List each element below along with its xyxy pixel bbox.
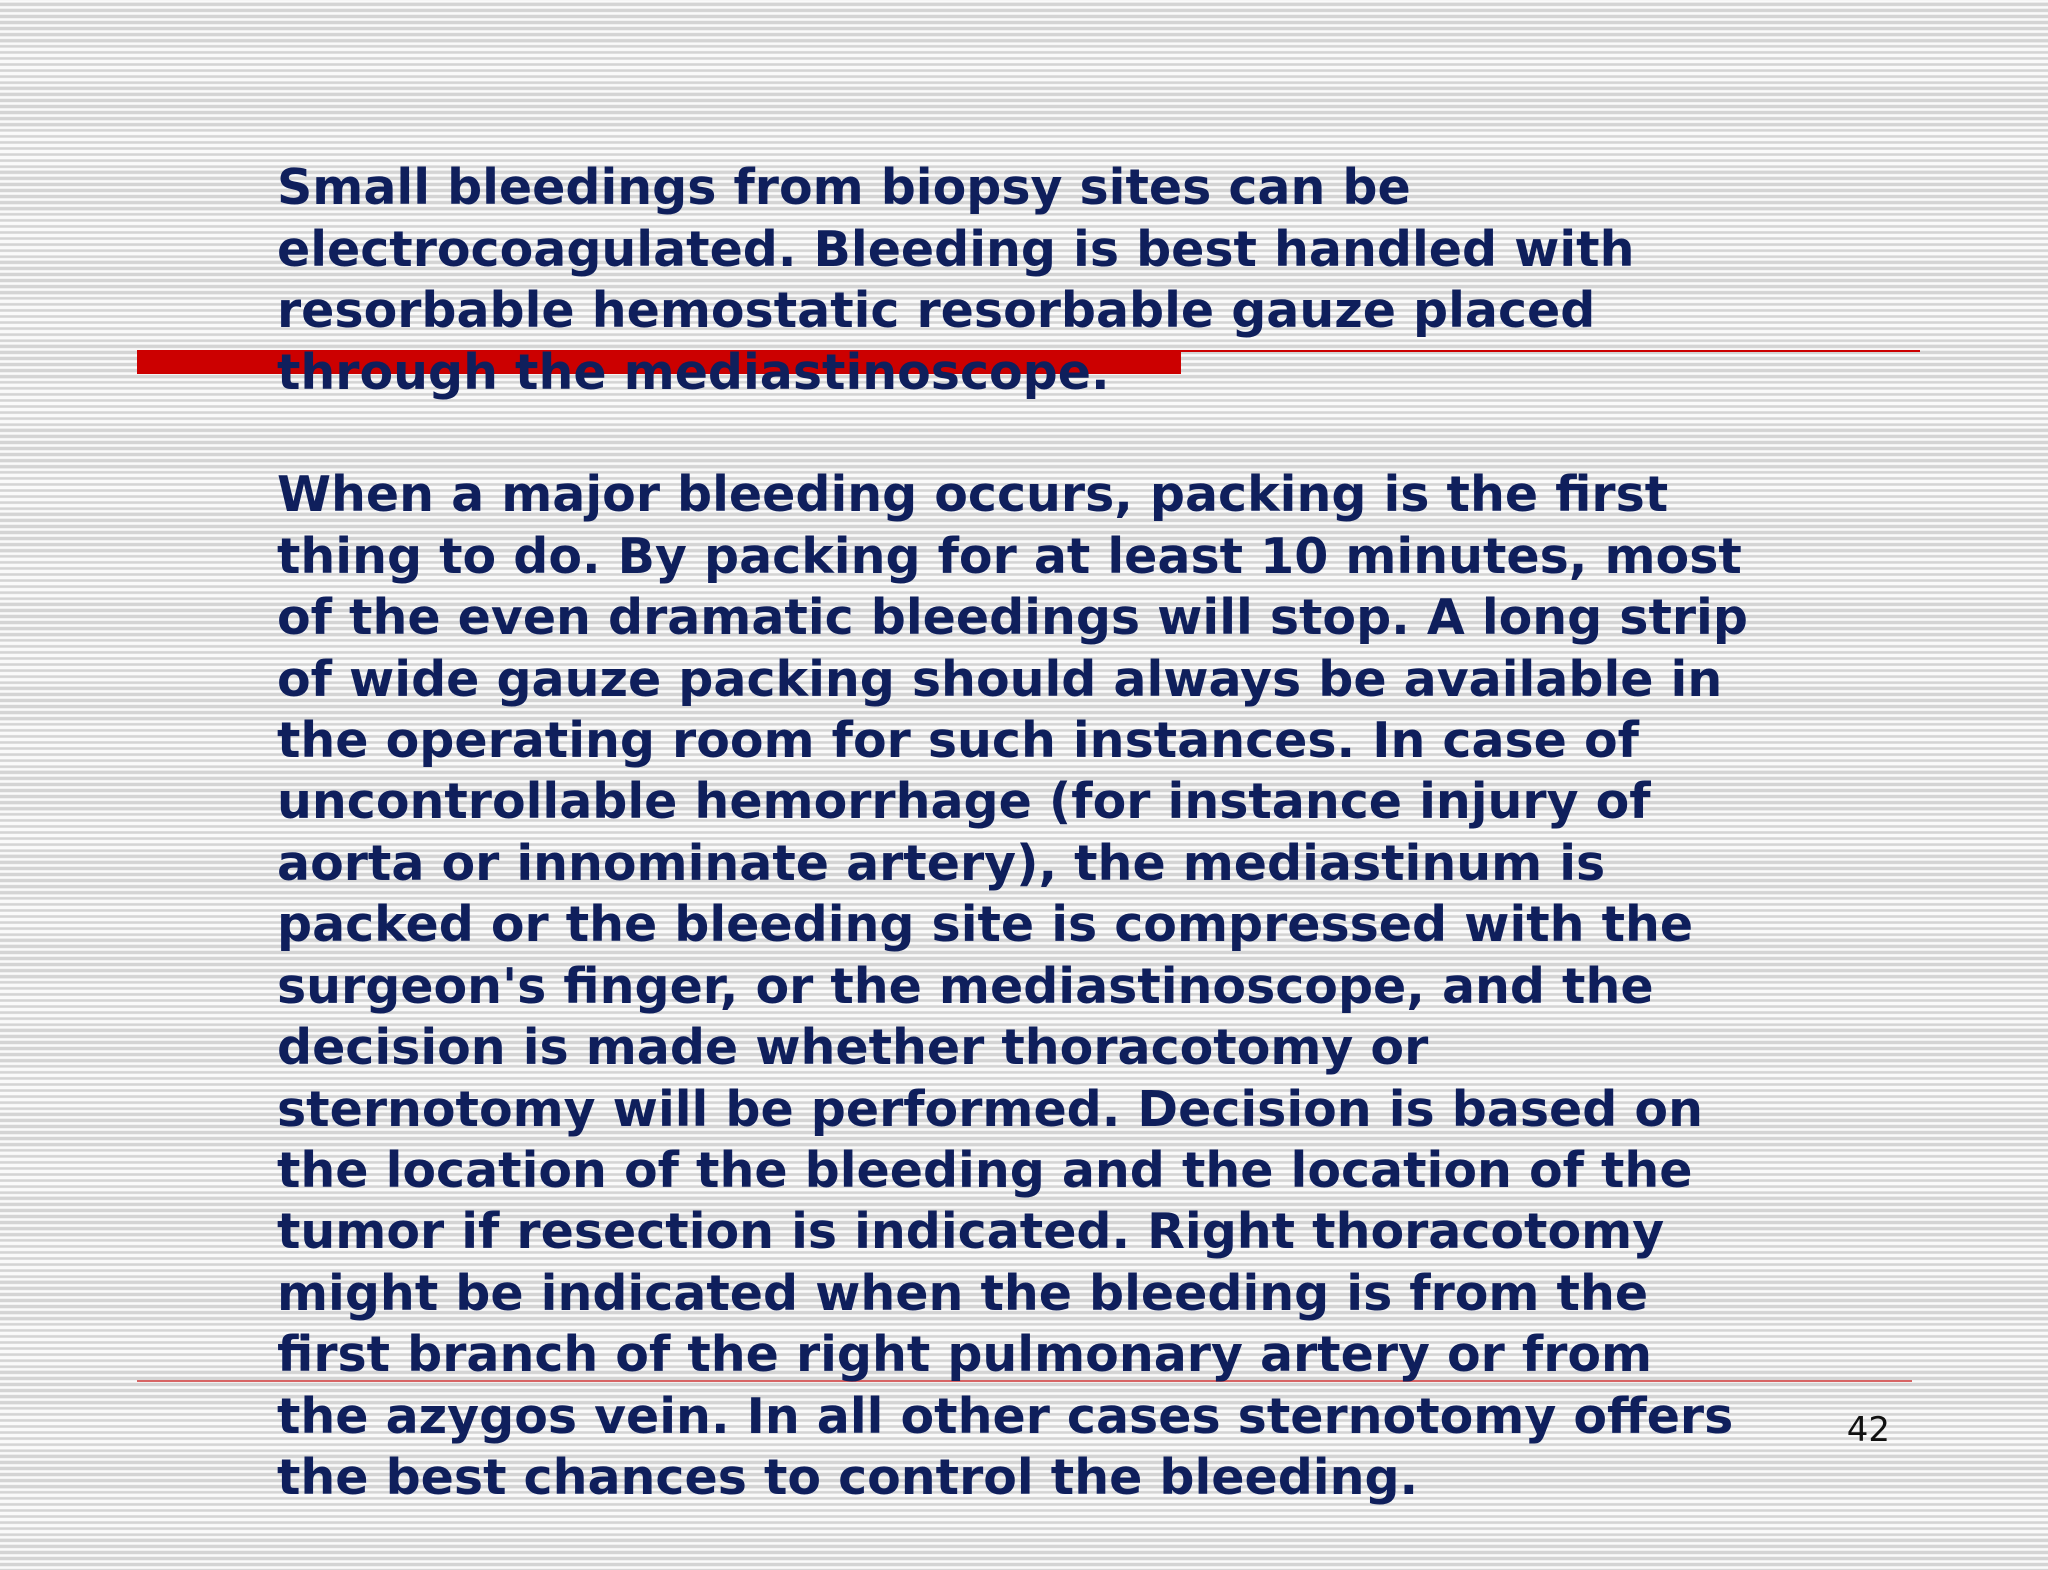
paragraph-major-bleeding: When a major bleeding occurs, packing is the first thing to do. By packing for at least 10 minutes, most of the even dramatic bleedings will stop. A long strip of wide gauze packing should always be available in the operating room for such instances. In case of uncontrollable hemorrhage (for instance injury of aorta or innominate artery), the mediastinum is packed or the bleeding site is compressed with the surgeon's finger, or the mediastinoscope, and the decision is made whether thoracotomy or sternotomy will be performed. Decision is based on the location of the bleeding and the location of the tumor if resection is indicated. Right thoracotomy might be indicated when the bleeding is from the first branch of the right pulmonary artery or from the azygos vein. In all other cases sternotomy offers the best chances to control the bleeding. bbox=[277, 466, 1748, 1506]
page-number: 42 bbox=[1846, 1410, 1890, 1450]
paragraph-biopsy-bleeding: Small bleedings from biopsy sites can be electrocoagulated. Bleeding is best handled with resorbable hemostatic resorbable gauze placed through the mediastinoscope. bbox=[277, 159, 1635, 401]
slide-body-text bbox=[277, 96, 1837, 1570]
